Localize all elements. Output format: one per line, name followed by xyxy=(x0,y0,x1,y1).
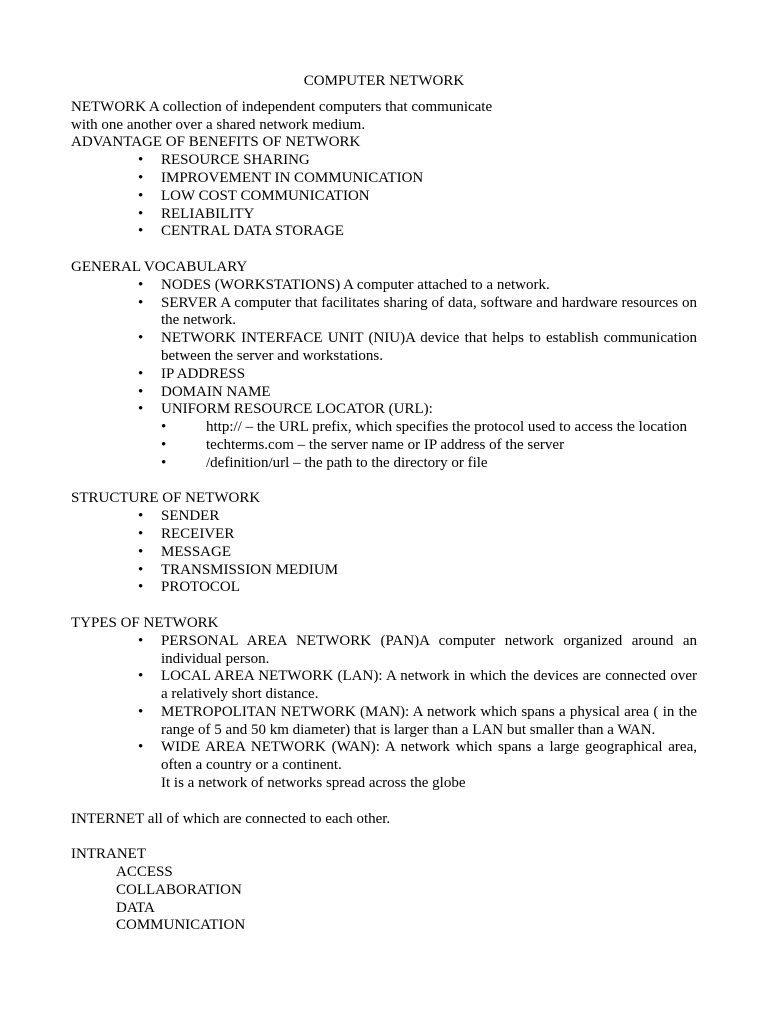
bullet-icon: • xyxy=(161,454,167,471)
list-item: • SERVER A computer that facilitates sharing of data, software and hardware resources on the network. xyxy=(138,294,697,329)
document-page xyxy=(71,73,697,935)
bullet-icon: • xyxy=(138,508,144,525)
bullet-icon: • xyxy=(138,187,144,204)
bullet-icon: • xyxy=(138,294,144,311)
spacer xyxy=(71,828,697,846)
bullet-icon: • xyxy=(138,525,144,542)
list-item: • IMPROVEMENT IN COMMUNICATION xyxy=(138,169,424,186)
sub-list-item: • http:// – the URL prefix, which specifies the protocol used to access the location xyxy=(161,419,687,436)
bullet-icon: • xyxy=(138,330,144,347)
intranet-heading: INTRANET xyxy=(71,846,146,863)
page-title: COMPUTER NETWORK xyxy=(303,73,465,89)
bullet-icon: • xyxy=(138,668,144,685)
list-item: • UNIFORM RESOURCE LOCATOR (URL): • http:// – the URL prefix, which specifies the protocol used to access the location • techterms.com – the server name or IP address of the server • /definition/url – the path to the directory or file xyxy=(161,401,697,472)
bullet-icon: • xyxy=(138,401,144,418)
list-item: DATA xyxy=(116,899,155,916)
vocabulary-heading: GENERAL VOCABULARY xyxy=(71,258,248,275)
list-item: • TRANSMISSION MEDIUM xyxy=(138,561,339,578)
bullet-icon: • xyxy=(138,365,144,382)
sub-list-item: • techterms.com – the server name or IP address of the server xyxy=(161,436,565,453)
list-item: • RELIABILITY xyxy=(138,205,255,222)
list-item: ACCESS xyxy=(116,864,173,881)
bullet-icon: • xyxy=(138,205,144,222)
url-parts-list xyxy=(161,419,697,472)
structure-list xyxy=(71,508,697,597)
sub-list-item: • /definition/url – the path to the directory or file xyxy=(161,454,488,471)
types-heading: TYPES OF NETWORK xyxy=(71,614,219,631)
intro-line: with one another over a shared network medium. xyxy=(71,116,366,133)
list-item: • WIDE AREA NETWORK (WAN): A network which spans a large geographical area, often a country or a continent. It is a network of networks spread across the globe xyxy=(138,739,697,792)
list-item: • NETWORK INTERFACE UNIT (NIU)A device that helps to establish communication between the server and workstations. xyxy=(138,330,697,364)
spacer xyxy=(71,241,697,259)
bullet-icon: • xyxy=(138,223,144,240)
spacer xyxy=(71,473,697,491)
types-list xyxy=(71,633,697,793)
vocabulary-list xyxy=(71,277,697,473)
list-item: • RESOURCE SHARING xyxy=(138,152,310,169)
list-item: • DOMAIN NAME xyxy=(138,383,271,400)
bullet-icon: • xyxy=(138,739,144,756)
bullet-icon: • xyxy=(138,276,144,293)
list-item: • PROTOCOL xyxy=(138,579,240,596)
intranet-list xyxy=(71,864,697,935)
spacer xyxy=(71,597,697,615)
bullet-icon: • xyxy=(138,561,144,578)
list-item: COLLABORATION xyxy=(116,881,242,898)
list-item: • CENTRAL DATA STORAGE xyxy=(138,223,344,240)
bullet-icon: • xyxy=(138,543,144,560)
internet-line: INTERNET all of which are connected to each other. xyxy=(71,810,391,827)
list-item: • IP ADDRESS xyxy=(138,365,246,382)
bullet-icon: • xyxy=(138,579,144,596)
bullet-icon: • xyxy=(138,383,144,400)
list-item: • MESSAGE xyxy=(138,543,232,560)
bullet-icon: • xyxy=(138,703,144,720)
list-item: • SENDER xyxy=(138,508,220,525)
structure-heading: STRUCTURE OF NETWORK xyxy=(71,490,261,507)
list-item: • LOW COST COMMUNICATION xyxy=(138,187,370,204)
list-item: COMMUNICATION xyxy=(116,917,246,934)
intro-line: NETWORK A collection of independent computers that communicate xyxy=(71,98,493,115)
bullet-icon: • xyxy=(138,169,144,186)
bullet-icon: • xyxy=(138,152,144,169)
advantages-list xyxy=(71,152,697,241)
list-item: • RECEIVER xyxy=(138,525,235,542)
bullet-icon: • xyxy=(138,632,144,649)
spacer xyxy=(71,793,697,811)
bullet-icon: • xyxy=(161,436,167,453)
wan-extra-line: It is a network of networks spread across the globe xyxy=(161,775,466,792)
list-item: • PERSONAL AREA NETWORK (PAN)A computer network organized around an individual person. xyxy=(138,632,697,667)
bullet-icon: • xyxy=(161,419,167,436)
list-item: • LOCAL AREA NETWORK (LAN): A network in which the devices are connected over a relatively short distance. xyxy=(138,668,697,703)
list-item: • METROPOLITAN NETWORK (MAN): A network which spans a physical area ( in the range of 5 and 50 km diameter) that is larger than a LAN but smaller than a WAN. xyxy=(138,703,697,738)
list-item: • NODES (WORKSTATIONS) A computer attached to a network. xyxy=(138,276,550,293)
advantages-heading: ADVANTAGE OF BENEFITS OF NETWORK xyxy=(71,134,361,151)
